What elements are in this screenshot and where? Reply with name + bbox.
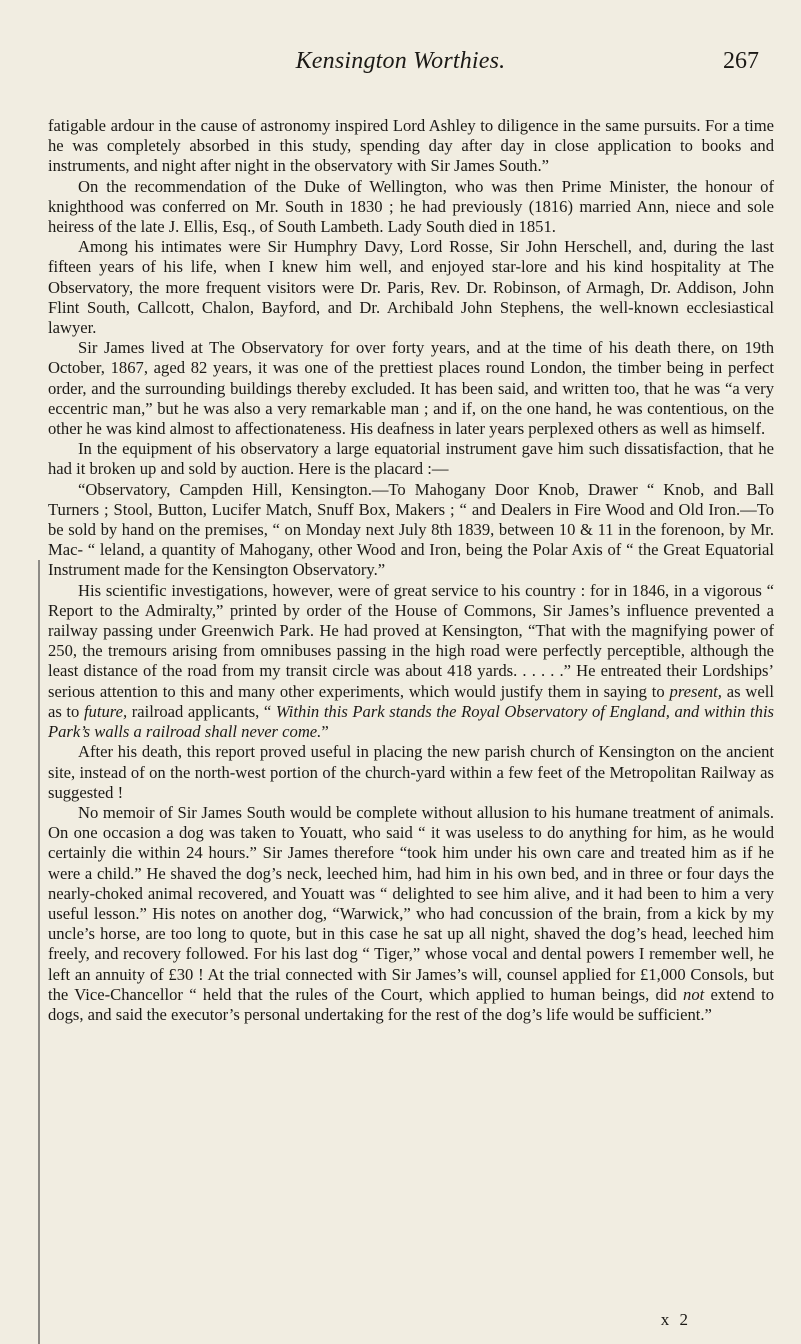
italic-not: not <box>683 984 705 1004</box>
running-title: Kensington Worthies. <box>295 48 506 74</box>
text-run: as well as to <box>48 681 774 721</box>
margin-shadow-line <box>38 560 40 1344</box>
paragraph: Among his intimates were Sir Humphry Davy, Lord Rosse, Sir John Herschell, and, during the last fifteen years of his life, when I knew him well, and enjoyed star-lore and his kind hospitality at The Observatory, the more frequent visitors were Dr. Paris, Rev. Dr. Robinson, of Armagh, Dr. Addison, John Flint South, Callcott, Chalon, Bayford, and Dr. Archibald John Stephens, the well-known ecclesiastical lawyer. <box>48 237 774 338</box>
auction-placard: “Observatory, Campden Hill, Kensington.—To Mahogany Door Knob, Drawer “ Knob, and Ball Turners ; Stool, Button, Lucifer Match, Snuff Box, Makers ; “ and Dealers in Fire Wood and Old Iron.—To be sold by hand on the premises, “ on Monday next July 8th 1839, between 10 & 11 in the forenoon, by Mr. Mac- “ leland, a quantity of Mahogany, other Wood and Iron, being the Polar Axis of “ the Great Equatorial Instrument made for the Kensington Observatory.” <box>48 479 774 580</box>
paragraph-dogs <box>48 803 774 1025</box>
paragraph: On the recommendation of the Duke of Wellington, who was then Prime Minister, the honour of knighthood was conferred on Mr. South in 1830 ; he had previously (1816) married Ann, niece and sole heiress of the late J. Ellis, Esq., of South Lambeth. Lady South died in 1851. <box>48 176 774 237</box>
italic-present: present, <box>669 681 722 701</box>
italic-future: future, <box>83 701 128 721</box>
text-run: railroad applicants, “ <box>127 701 276 721</box>
italic-quote: Within this Park stands the Royal Observatory of England, and within this Park’s walls a railroad shall never come. <box>48 701 775 742</box>
page-number: 267 <box>723 48 759 74</box>
text-run: No memoir of Sir James South would be complete without allusion to his humane treatment of animals. On one occasion a dog was taken to Youatt, who said “ it was useless to do anything for him, as he would certainly die within 24 hours.” Sir James therefore “took him under his own care and treated him as if he were a child.” He shaved the dog’s neck, leeched him, had him in his own bed, and in three or four days the nearly-choked animal recovered, and Youatt was “ delighted to see him alive, and it had been to him a very useful lesson.” His notes on another dog, “Warwick,” who had concussion of the brain, from a kick by my uncle’s horse, are too long to quote, but in this case he sat up all night, shaved the dog’s head, leeched him freely, and recovery followed. For his last dog “ Tiger,” whose vocal and dental powers I remember well, he left an annuity of £30 ! At the trial connected with Sir James’s will, counsel applied for £1,000 Consols, but the Vice-Chancellor “ held that the rules of the Court, which applied to human beings, did <box>48 802 774 1004</box>
body-text <box>48 116 774 1025</box>
page-header <box>0 48 801 80</box>
paragraph: After his death, this report proved useful in placing the new parish church of Kensington on the ancient site, instead of on the north-west portion of the church-yard within a few feet of the Metropolitan Railway as suggested ! <box>48 742 774 802</box>
text-run: extend to dogs, and said the executor’s personal undertaking for the rest of the dog’s life would be sufficient.” <box>48 984 774 1024</box>
paragraph: In the equipment of his observatory a large equatorial instrument gave him such dissatisfaction, that he had it broken up and sold by auction. Here is the placard :— <box>48 439 774 479</box>
text-run: ” <box>321 722 329 742</box>
text-run: His scientific investigations, however, were of great service to his country : for in 1846, in a vigorous “ Report to the Admiralty,” printed by order of the House of Commons, Sir James’s influence prevented a railway passing under Greenwich Park. He had proved at Kensington, “That with the magnifying power of 250, the tremours arising from omnibuses passing in the high road were perfectly perceptible, although the least distance of the road from my transit circle was about 418 yards. . . . . .” He entreated their Lordships’ serious attention to this and many other experiments, which would justify them in saying to <box>48 580 774 701</box>
paragraph: fatigable ardour in the cause of astronomy inspired Lord Ashley to diligence in the same pursuits. For a time he was completely absorbed in this study, spending day after day in close application to books and instruments, and night after night in the observatory with Sir James South.” <box>48 116 774 176</box>
paragraph-report <box>48 581 774 743</box>
paragraph: Sir James lived at The Observatory for over forty years, and at the time of his death there, on 19th October, 1867, aged 82 years, it was one of the prettiest places round London, the timber being in perfect order, and the surrounding buildings thereby excluded. It has been said, and written too, that he was “a very eccentric man,” but he was also a very remarkable man ; and if, on the one hand, he was contentious, on the other he was kind almost to affectionateness. His deafness in later years perplexed others as well as himself. <box>48 338 774 439</box>
signature-mark: x 2 <box>660 1310 691 1329</box>
